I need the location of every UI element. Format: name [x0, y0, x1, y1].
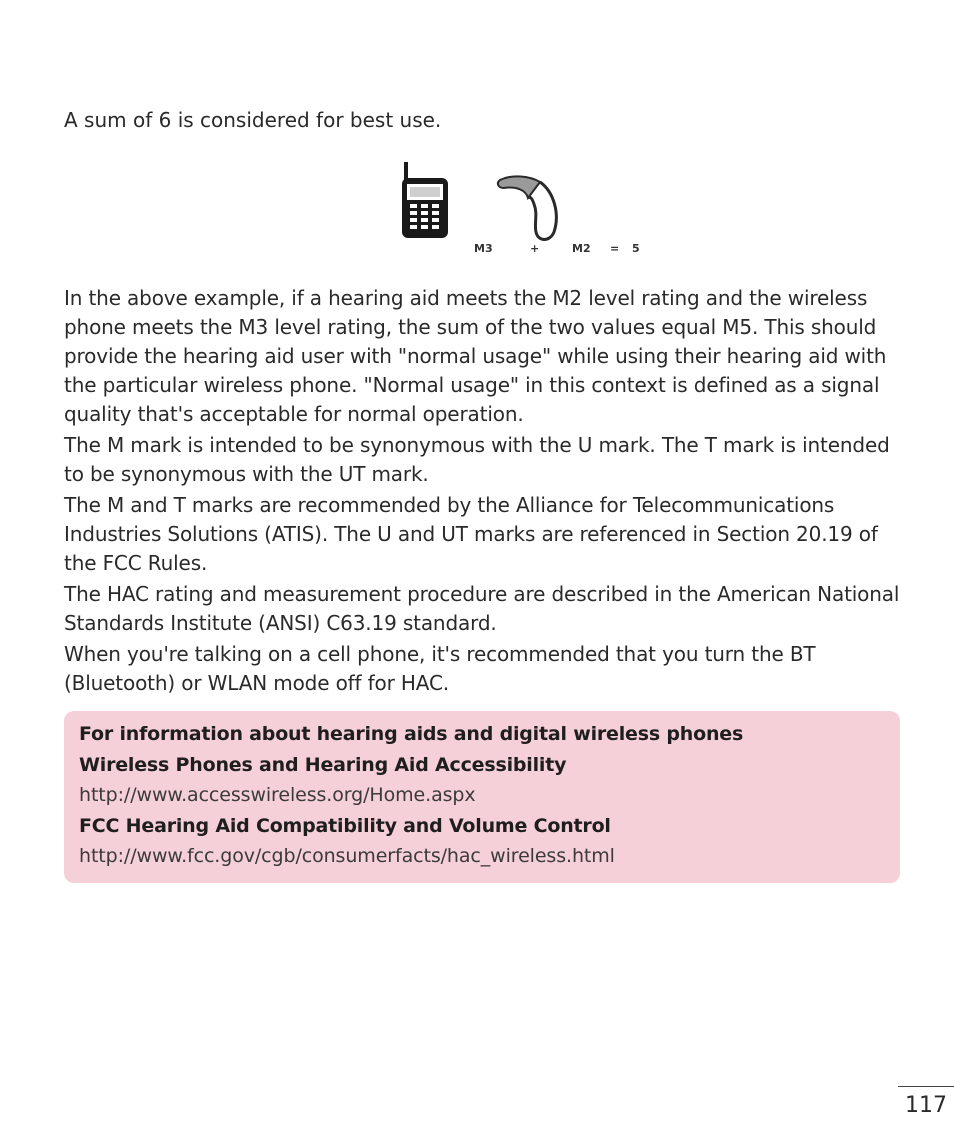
aid-rating-label: M2 — [572, 242, 591, 255]
page-footer — [898, 1086, 954, 1123]
paragraph-bluetooth: When you're talking on a cell phone, it's recommended that you turn the BT (Bluetooth) or WLAN mode off for HAC. — [64, 642, 816, 695]
link1-title: Wireless Phones and Hearing Aid Accessibility — [79, 753, 567, 776]
intro-text: A sum of 6 is considered for best use. — [64, 108, 442, 132]
cell-phone-icon — [402, 162, 448, 238]
page-number: 117 — [905, 1093, 947, 1118]
paragraph-atis: The M and T marks are recommended by the Alliance for Telecommunications Industries Solutions (ATIS). The U and UT marks are referenced in Section 20.19 of the FCC Rules. — [64, 493, 878, 575]
link1-url[interactable]: http://www.accesswireless.org/Home.aspx — [79, 784, 476, 806]
link2-title: FCC Hearing Aid Compatibility and Volume Control — [79, 814, 611, 837]
phone-rating-label: M3 — [474, 242, 493, 255]
paragraph-example: In the above example, if a hearing aid meets the M2 level rating and the wireless phone meets the M3 level rating, the sum of the two values equal M5. This should provide the hearing aid user with "normal usage" while using their hearing aid with the particular wireless phone. "Normal usage" in this context is defined as a signal quality that's acceptable for normal operation. — [64, 286, 887, 426]
paragraph-ansi: The HAC rating and measurement procedure are described in the American National Standards Institute (ANSI) C63.19 standard. — [64, 582, 900, 635]
sum-value: 5 — [632, 242, 640, 255]
equals-sign: = — [610, 242, 620, 255]
hearing-aid-icon — [498, 176, 556, 239]
info-heading: For information about hearing aids and digital wireless phones — [79, 723, 744, 745]
body-text — [64, 284, 904, 700]
hac-rating-illustration — [400, 158, 650, 256]
plus-sign: + — [530, 242, 540, 255]
paragraph-m-mark: The M mark is intended to be synonymous with the U mark. The T mark is intended to be synonymous with the UT mark. — [64, 433, 890, 486]
hac-rating-figure — [400, 158, 650, 256]
info-box — [64, 711, 900, 883]
link2-url[interactable]: http://www.fcc.gov/cgb/consumerfacts/hac_wireless.html — [79, 845, 615, 867]
